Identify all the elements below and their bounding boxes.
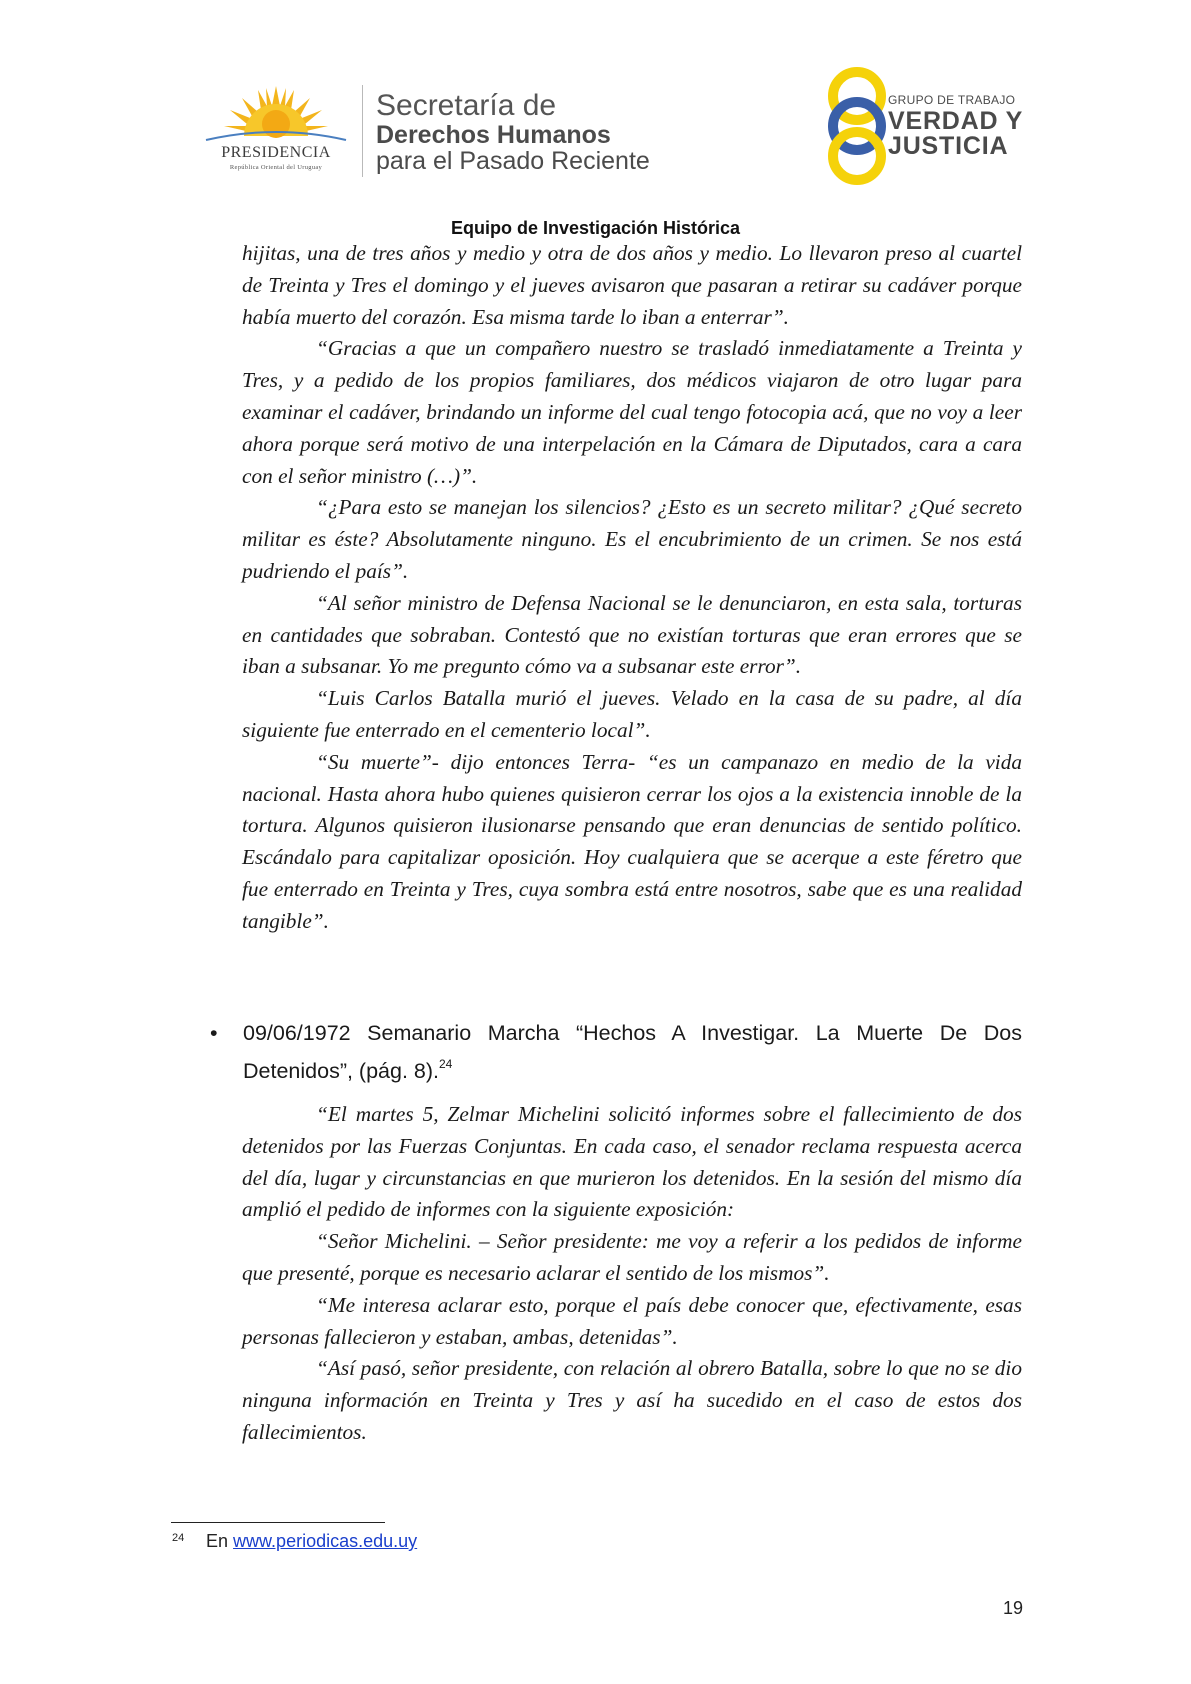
paragraph: “Señor Michelini. – Señor presidente: me voy a referir a los pedidos de informe que presenté, porque es necesario aclarar el sentido de los mismos”. bbox=[242, 1229, 1022, 1285]
section-title: Equipo de Investigación Histórica bbox=[450, 218, 741, 238]
grupo-trabajo-text bbox=[888, 94, 1023, 159]
paragraph: “Su muerte”- dijo entonces Terra- “es un campanazo en medio de la vida nacional. Hasta ahora hubo quienes quisieron cerrar los ojos a la existencia innoble de la tortura. Algunos quisieron ilusionarse pensando que eran denuncias de sentido político. Escándalo para capitalizar oposición. Hoy cualquiera que se acerque a este féretro que fue enterrado en Treinta y Tres, cuya sombra está entre nosotros, sabe que es una realidad tangible”. bbox=[242, 749, 1022, 933]
paragraph: “Gracias a que un compañero nuestro se trasladó inmediatamente a Treinta y Tres, y a pedido de los propios familiares, dos médicos viajaron de otro lugar para examinar el cadáver, brindando un informe del cual tengo fotocopia acá, que no voy a leer ahora porque será motivo de una interpelación en la Cámara de Diputados, cara a cara con el señor ministro (…)”. bbox=[242, 336, 1022, 488]
quote-block-bottom bbox=[242, 1099, 1022, 1449]
paragraph: “Así pasó, señor presidente, con relación al obrero Batalla, sobre lo que no se dio ninguna información en Treinta y Tres y así ha sucedido en el caso de estos dos fallecimientos. bbox=[242, 1356, 1022, 1444]
presidencia-title: PRESIDENCIA bbox=[221, 144, 331, 161]
secretaria-line-1: Secretaría de bbox=[376, 89, 557, 122]
footnote-number: 24 bbox=[172, 1532, 185, 1544]
footnote-prefix: En bbox=[206, 1531, 229, 1551]
page-number: 19 bbox=[1003, 1598, 1024, 1618]
paragraph: “Luis Carlos Batalla murió el jueves. Velado en la casa de su padre, al día siguiente fue enterrado en el cementerio local”. bbox=[242, 686, 1022, 742]
grupo-trabajo-line-1: GRUPO DE TRABAJO bbox=[888, 93, 1016, 107]
grupo-trabajo-line-2: VERDAD Y bbox=[888, 107, 1024, 135]
secretaria-line-3: para el Pasado Reciente bbox=[376, 147, 650, 175]
presidencia-subtitle: República Oriental del Uruguay bbox=[229, 164, 323, 171]
paragraph: “¿Para esto se manejan los silencios? ¿Esto es un secreto militar? ¿Qué secreto militar es éste? Absolutamente ninguno. Es el encubrimiento de un crimen. Se nos está pudriendo el país”. bbox=[242, 495, 1022, 583]
source-citation bbox=[243, 1018, 1022, 1087]
source-citation-text: 09/06/1972 Semanario Marcha “Hechos A Investigar. La Muerte De Dos Detenidos”, (pág. 8). bbox=[243, 1021, 1022, 1083]
quote-block-top bbox=[242, 238, 1022, 938]
paragraph: “Me interesa aclarar esto, porque el país debe conocer que, efectivamente, esas personas fallecieron y estaban, ambas, detenidas”. bbox=[242, 1292, 1022, 1349]
bullet-marker: • bbox=[210, 1021, 218, 1045]
grupo-trabajo-line-3: JUSTICIA bbox=[888, 132, 1009, 160]
footnote-text bbox=[206, 1531, 417, 1552]
header-divider bbox=[362, 85, 363, 177]
paragraph: hijitas, una de tres años y medio y otra de dos años y medio. Lo llevaron preso al cuartel de Treinta y Tres el domingo y el jueves avisaron que pasaran a retirar su cadáver porque había muerto del corazón. Esa misma tarde lo iban a enterrar”. bbox=[242, 241, 1022, 329]
paragraph: “Al señor ministro de Defensa Nacional se le denunciaron, en esta sala, torturas en cantidades que sobraban. Contestó que no existían torturas que eran errores que se iban a subsanar. Yo me pregunto cómo va a subsanar este error”. bbox=[242, 590, 1022, 679]
secretaria-logo-text bbox=[376, 91, 650, 174]
paragraph: “El martes 5, Zelmar Michelini solicitó informes sobre el fallecimiento de dos detenidos por las Fuerzas Conjuntas. En cada caso, el senador reclama respuesta acerca del día, lugar y circunstancias en que murieron los detenidos. En la sesión del mismo día amplió el pedido de informes con la siguiente exposición: bbox=[242, 1102, 1022, 1222]
footnote-separator bbox=[171, 1522, 385, 1523]
secretaria-line-2: Derechos Humanos bbox=[376, 121, 611, 149]
footnote-reference[interactable]: 24 bbox=[439, 1057, 453, 1071]
presidencia-logo bbox=[196, 84, 356, 176]
footnote-link[interactable]: www.periodicas.edu.uy bbox=[233, 1531, 418, 1551]
sun-emblem-icon bbox=[196, 84, 356, 144]
source-bullet bbox=[210, 1018, 1022, 1087]
